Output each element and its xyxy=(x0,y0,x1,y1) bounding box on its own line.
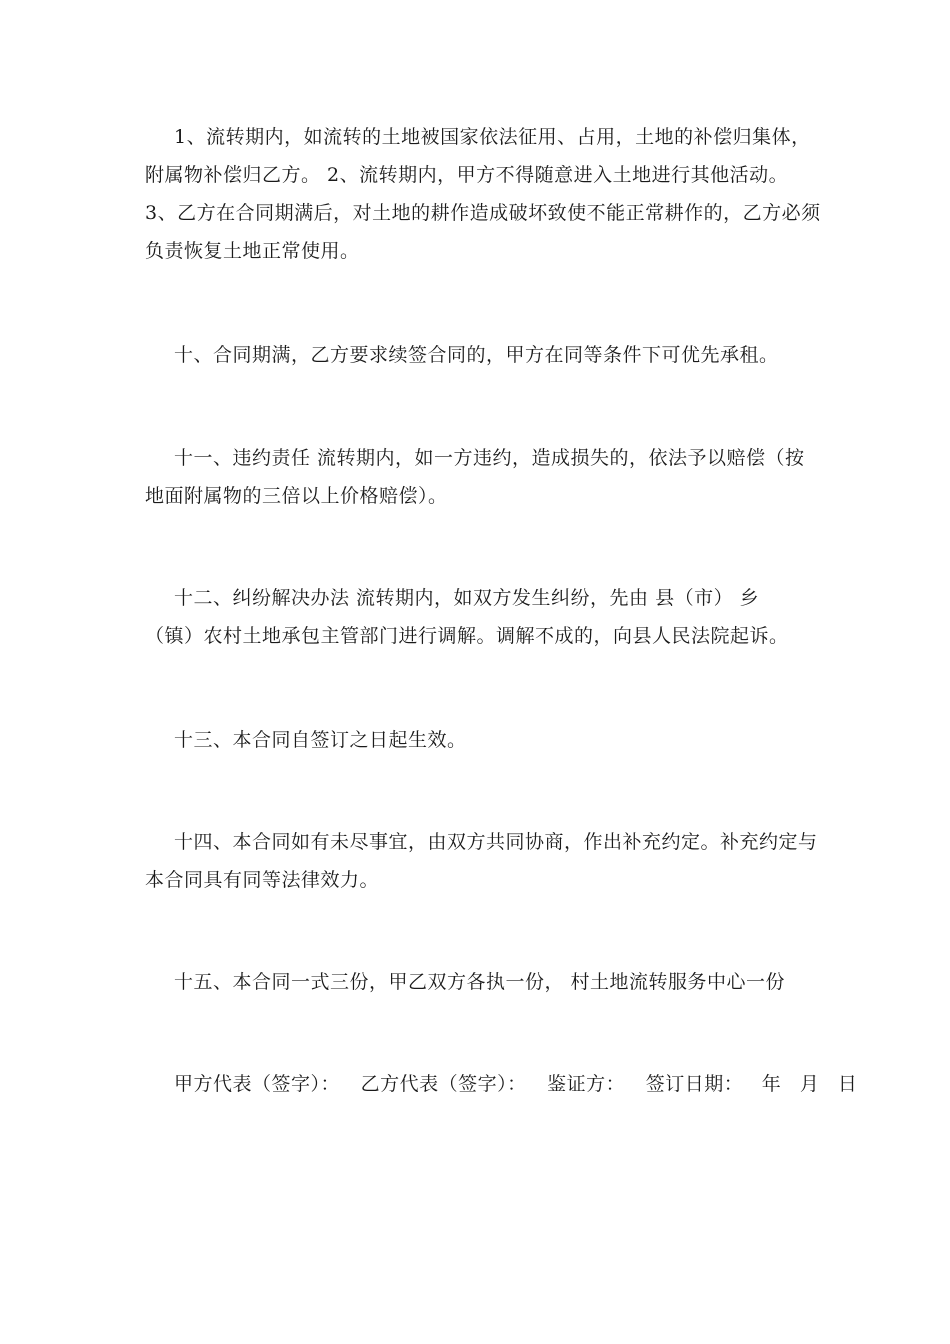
sign-date-label: 签订日期： xyxy=(645,1073,744,1095)
clause-14-line-2: 本合同具有同等法律效力。 xyxy=(145,869,380,891)
clause-11-line-1: 十一、违约责任 流转期内，如一方违约，造成损失的，依法予以赔偿（按 xyxy=(174,447,805,469)
clause-9-line-2: 附属物补偿归乙方。 2、流转期内，甲方不得随意进入土地进行其他活动。 xyxy=(145,164,789,186)
clause-11-line-2: 地面附属物的三倍以上价格赔偿）。 xyxy=(145,485,448,507)
clause-9-line-3: 3、乙方在合同期满后，对土地的耕作造成破坏致使不能正常耕作的，乙方必须 xyxy=(145,202,821,224)
signature-line xyxy=(174,1071,857,1097)
clause-12-line-2: （镇）农村土地承包主管部门进行调解。调解不成的，向县人民法院起诉。 xyxy=(145,625,789,647)
clause-9-line-1: 1、流转期内，如流转的土地被国家依法征用、占用，土地的补偿归集体， xyxy=(174,126,811,148)
date-month-label: 月 xyxy=(799,1073,820,1095)
clause-12-line-1: 十二、纠纷解决办法 流转期内，如双方发生纠纷，先由 县（市） 乡 xyxy=(174,587,760,609)
party-b-signature-label: 乙方代表（签字）： xyxy=(360,1073,527,1095)
date-day-label: 日 xyxy=(837,1073,858,1095)
clause-15-line-1: 十五、本合同一式三份，甲乙双方各执一份， 村土地流转服务中心一份 xyxy=(174,971,786,993)
clause-14-line-1: 十四、本合同如有未尽事宜，由双方共同协商，作出补充约定。补充约定与 xyxy=(174,831,818,853)
verifier-label: 鉴证方： xyxy=(547,1073,626,1095)
clause-10-line-1: 十、合同期满，乙方要求续签合同的，甲方在同等条件下可优先承租。 xyxy=(174,344,779,366)
date-year-label: 年 xyxy=(761,1073,782,1095)
party-a-signature-label: 甲方代表（签字）： xyxy=(174,1073,341,1095)
clause-9-line-4: 负责恢复土地正常使用。 xyxy=(145,240,360,262)
clause-13-line-1: 十三、本合同自签订之日起生效。 xyxy=(174,729,467,751)
